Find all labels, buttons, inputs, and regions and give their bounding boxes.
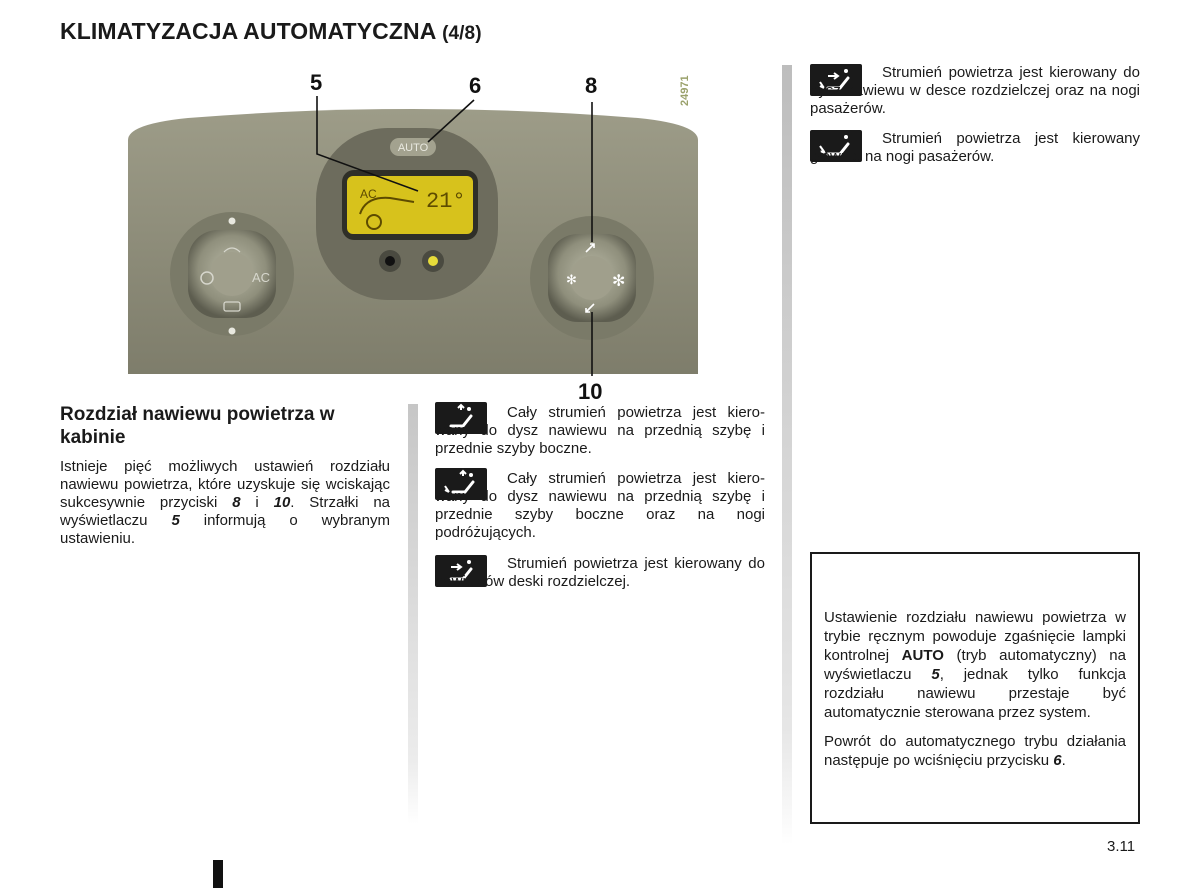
airflow-option-4-text: Strumień powietrza jest kierowany do dysz nawiewu w desce rozdzielczej oraz na nogi pasażerów.: [810, 64, 1140, 117]
fan-up-icon: ✻: [612, 271, 626, 290]
callout-5: 5: [310, 70, 323, 95]
callout-8: 8: [585, 73, 598, 98]
page-title: KLIMATYZACJA AUTOMATYCZNA (4/8): [60, 18, 482, 44]
lcd-ac-label: AC: [360, 187, 377, 201]
airflow-option-3-text: Strumień powietrza jest kierowany do nawiewów deski rozdzielczej.: [435, 555, 765, 590]
airflow-option-1-text: Cały strumień powietrza jest kierowany do dysz nawiewu na przednią szybę i przednie szyby boczne.: [435, 404, 765, 457]
page-number: 3.11: [1107, 838, 1136, 855]
callout-10: 10: [578, 379, 603, 404]
figure-code: 24971: [679, 75, 691, 106]
auto-button-label: AUTO: [397, 142, 429, 154]
column-divider-right: [782, 65, 792, 845]
intro-paragraph: Istnieje pięć możliwych ustawień rozdziału nawiewu powietrza, które uzyskuje się wciskając sukcesywnie przyciski 8 i 10. Strzałki na wyświetlaczu 5 informują o wybranym ustawieniu.: [60, 458, 391, 547]
note-paragraph-2: Powrót do automatycznego trybu działania następuje po wciśnięciu przycisku 6.: [824, 733, 1126, 769]
callout-6: 6: [469, 73, 482, 98]
airflow-option-2-text: Cały strumień powietrza jest kierowany do dysz nawiewu na przednią szybę i przednie szyby boczne oraz na nogi podróżujących.: [435, 470, 765, 541]
section-heading: Rozdział nawiewu powietrza w kabinie: [60, 404, 335, 448]
note-paragraph-1: Ustawienie rozdziału nawiewu powietrza w trybie ręcznym powoduje zgaśnięcie lampki kontrolnej AUTO (tryb automatyczny) na wyświetlaczu 5, jednak tylko funkcja rozdziału nawiewu przestaje być automatycznie sterowana przez system.: [824, 609, 1126, 721]
airflow-option-5-text: Strumień powietrza jest kierowany głównie na nogi pasażerów.: [810, 130, 1140, 165]
column-divider-middle: [408, 404, 418, 824]
climate-control-panel-figure: [128, 66, 698, 404]
note-box: [810, 552, 1140, 824]
lcd-temperature: 21°: [426, 189, 466, 214]
fan-down-icon: ✻: [566, 273, 577, 288]
ac-button-label: AC: [252, 270, 271, 285]
footer-bar: [213, 860, 223, 888]
